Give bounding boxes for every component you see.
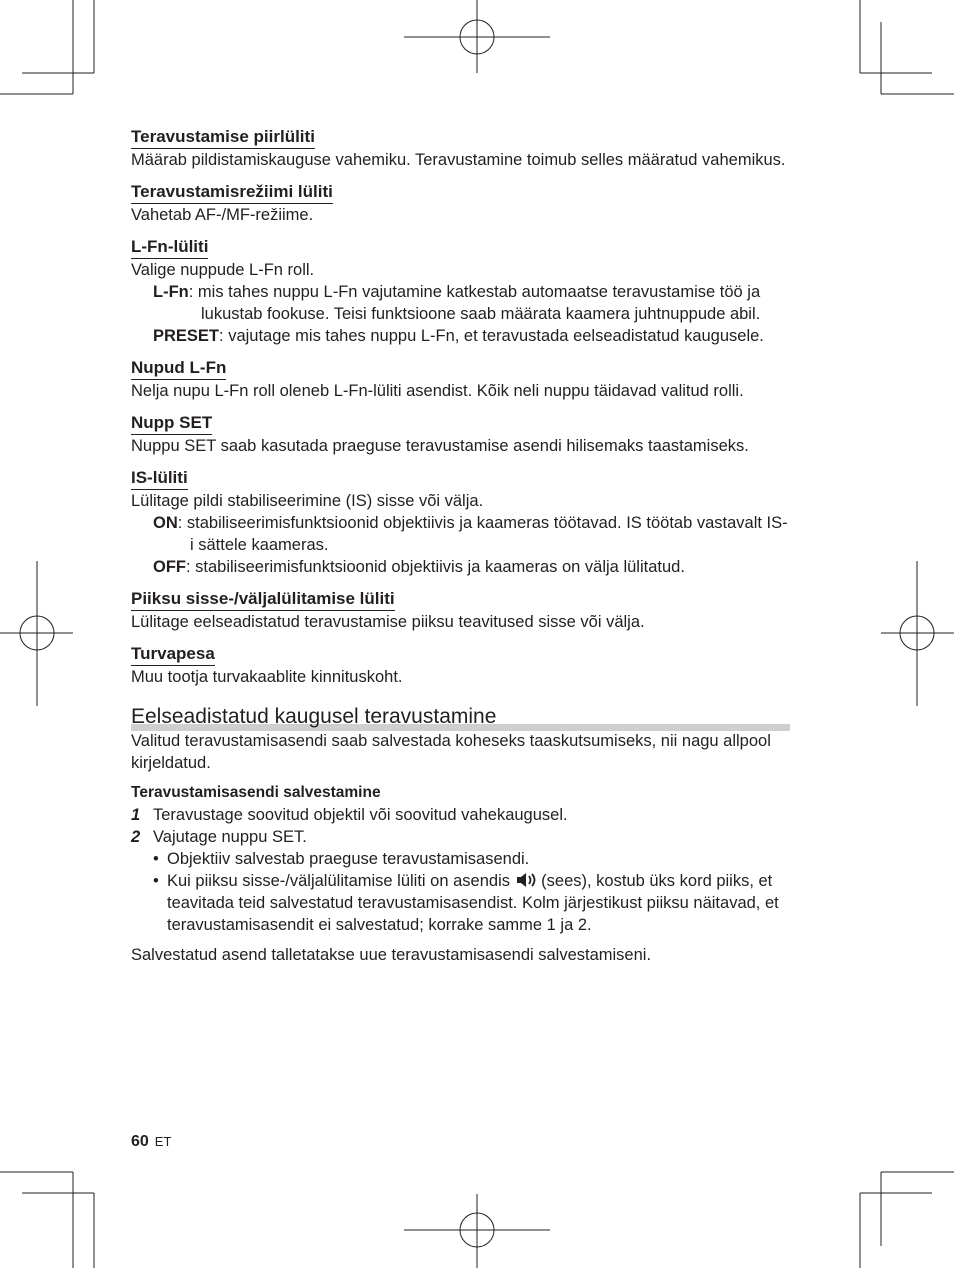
definition-item bbox=[131, 512, 791, 556]
definition-term: L-Fn bbox=[153, 283, 189, 301]
language-code: ET bbox=[154, 1134, 172, 1149]
section-heading: Teravustamise piirlüliti bbox=[131, 126, 315, 149]
step-number: 2 bbox=[131, 828, 141, 846]
bullet-text: Objektiiv salvestab praeguse teravustamisasendi. bbox=[167, 850, 530, 868]
section-text: Määrab pildistamiskauguse vahemiku. Teravustamine toimub selles määratud vahemikus. bbox=[131, 151, 786, 169]
step-text: Vajutage nuppu SET. bbox=[153, 828, 307, 846]
section-text: Nuppu SET saab kasutada praeguse teravustamise asendi hilisemaks taastamiseks. bbox=[131, 437, 749, 455]
step-text: Teravustage soovitud objektil või soovitud vahekaugusel. bbox=[153, 806, 568, 824]
section-heading: Turvapesa bbox=[131, 643, 215, 666]
preset-title: Eelseadistatud kaugusel teravustamine bbox=[131, 705, 497, 728]
section-text: Nelja nupu L-Fn roll oleneb L-Fn-lüliti asendist. Kõik neli nuppu täidavad valitud rolli. bbox=[131, 382, 744, 400]
preset-intro: Valitud teravustamisasendi saab salvestada koheseks taaskutsumiseks, nii nagu allpool kirjeldatud. bbox=[131, 732, 771, 772]
step-number: 1 bbox=[131, 806, 141, 824]
bullet-item: • Kui piiksu sisse-/väljalülitamise lüliti on asendis (sees), kostub üks kord piiks, et teavitada teid salvestatud teravustamisasendist. Kolm järjestikust piiksu näitavad, et teravustamisasendit ei salvestatud; korrake samme 1 ja 2. bbox=[153, 872, 779, 934]
section-beep-switch bbox=[131, 588, 791, 633]
definition-item bbox=[131, 281, 791, 325]
bullet-item: • Objektiiv salvestab praeguse teravustamisasendi. bbox=[131, 848, 791, 870]
section-security-slot bbox=[131, 643, 791, 688]
section-heading: Nupp SET bbox=[131, 412, 212, 435]
definition-term: OFF bbox=[153, 558, 186, 576]
section-heading: L-Fn-lüliti bbox=[131, 236, 208, 259]
preset-title-block bbox=[131, 704, 791, 730]
definition-term: ON bbox=[153, 514, 178, 532]
page-number: 60 bbox=[131, 1133, 149, 1150]
definition-desc: : mis tahes nuppu L-Fn vajutamine katkestab automaatse teravustamise töö ja lukustab fookuse. Teisi funktsioone saab määrata kaamera juhtnuppude abil. bbox=[188, 283, 761, 323]
step-item bbox=[131, 826, 791, 848]
section-lfn-switch bbox=[131, 236, 791, 347]
section-text: Vahetab AF-/MF-režiime. bbox=[131, 206, 314, 224]
speaker-sound-icon bbox=[515, 871, 537, 889]
section-set-button bbox=[131, 412, 791, 457]
section-text: Lülitage pildi stabiliseerimine (IS) sisse või välja. bbox=[131, 492, 484, 510]
definition-desc: : vajutage mis tahes nuppu L-Fn, et teravustada eelseadistatud kaugusele. bbox=[219, 327, 764, 345]
section-lfn-buttons bbox=[131, 357, 791, 402]
definition-item bbox=[131, 325, 791, 347]
definition-desc: : stabiliseerimisfunktsioonid objektiivis ja kaameras on välja lülitatud. bbox=[186, 558, 685, 576]
section-heading: IS-lüliti bbox=[131, 467, 188, 490]
page-content bbox=[131, 126, 791, 966]
preset-closing: Salvestatud asend talletatakse uue teravustamisasendi salvestamiseni. bbox=[131, 946, 652, 964]
section-heading: Teravustamisrežiimi lüliti bbox=[131, 181, 333, 204]
section-text: Valige nuppude L-Fn roll. bbox=[131, 261, 315, 279]
step-item bbox=[131, 804, 791, 826]
section-heading: Piiksu sisse-/väljalülitamise lüliti bbox=[131, 588, 395, 611]
definition-item bbox=[131, 556, 791, 578]
definition-desc: : stabiliseerimisfunktsioonid objektiivis ja kaameras töötavad. IS töötab vastavalt IS-i sättele kaameras. bbox=[177, 514, 788, 554]
bullet-text-cont: (sees), kostub üks kord piiks, et teavitada teid salvestatud teravustamisasendist. Kolm järjestikust piiksu näitavad, et teravustamisasendit ei salvestatud; korrake samme 1 ja 2. bbox=[167, 872, 779, 934]
bullet-text: Kui piiksu sisse-/väljalülitamise lüliti on asendis bbox=[167, 872, 510, 890]
section-focus-limit bbox=[131, 126, 791, 171]
section-heading: Nupud L-Fn bbox=[131, 357, 226, 380]
section-is-switch bbox=[131, 467, 791, 578]
definition-term: PRESET bbox=[153, 327, 220, 345]
page-footer bbox=[131, 1133, 171, 1151]
section-text: Muu tootja turvakaablite kinnituskoht. bbox=[131, 668, 403, 686]
preset-subheading: Teravustamisasendi salvestamine bbox=[131, 784, 381, 801]
section-text: Lülitage eelseadistatud teravustamise piiksu teavitused sisse või välja. bbox=[131, 613, 645, 631]
section-focus-mode bbox=[131, 181, 791, 226]
